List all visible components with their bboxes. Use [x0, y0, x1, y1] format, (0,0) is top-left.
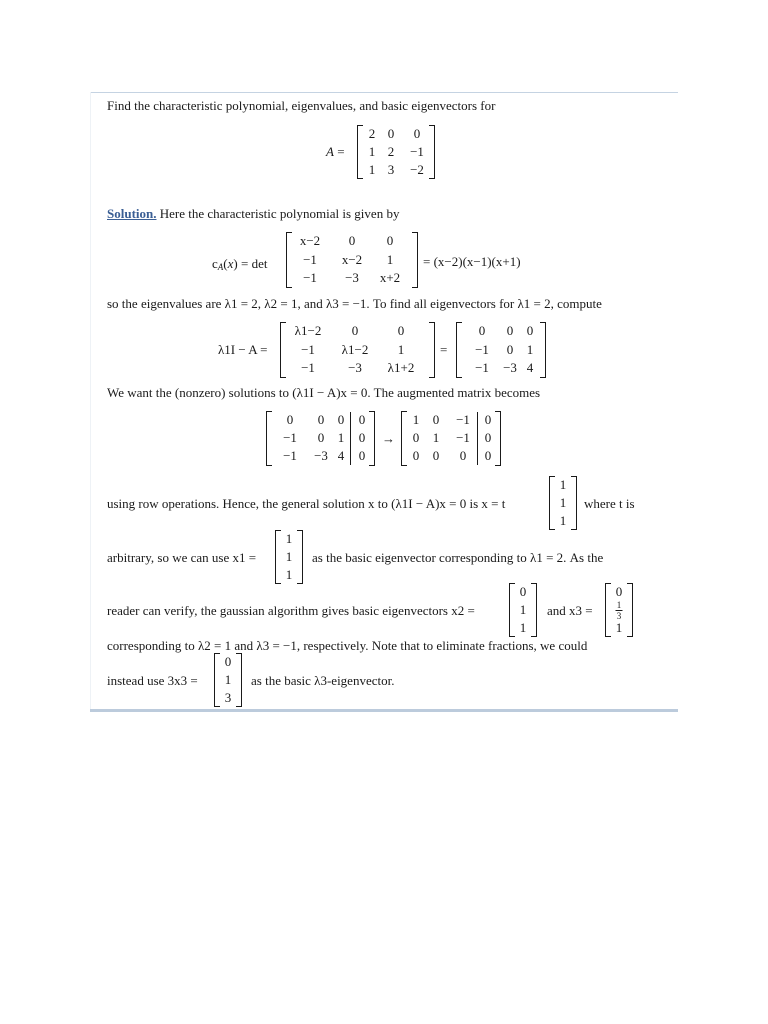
vector-x2 [509, 583, 537, 637]
l1IA-result-matrix [456, 322, 546, 378]
corresponding-line: corresponding to λ2 = 1 and λ3 = −1, respectively. Note that to eliminate fractions, we could [107, 638, 588, 653]
matrix-cell: 0 [413, 126, 421, 141]
solution-text: Here the characteristic polynomial is given by [156, 206, 400, 221]
matrix-cell: 0 [526, 323, 534, 338]
matrix-cell: −1 [456, 412, 470, 427]
A-label: A = [326, 144, 345, 159]
matrix-cell: −1 [410, 144, 424, 159]
matrix-cell: 0 [351, 323, 359, 338]
matrix-cell: 0 [459, 448, 467, 463]
matrix-cell: 3 [387, 162, 395, 177]
vector-general [549, 476, 577, 530]
matrix-cell: 1 [412, 412, 420, 427]
matrix-cell: 0 [397, 323, 405, 338]
eigenvalues-line: so the eigenvalues are λ1 = 2, λ2 = 1, and λ3 = −1. To find all eigenvectors for λ1 = 2, compute [107, 296, 602, 311]
matrix-cell: λ1+2 [387, 360, 415, 375]
matrix-cell: 0 [484, 430, 492, 445]
matrix-cell: −1 [456, 430, 470, 445]
matrix-cell: 0 [358, 412, 366, 427]
char-matrix [286, 232, 418, 288]
matrix-cell: −3 [314, 448, 328, 463]
vector-x3 [605, 583, 633, 637]
matrix-cell: 4 [337, 448, 345, 463]
matrix-cell: 1 [337, 430, 345, 445]
matrix-cell: 0 [348, 233, 356, 248]
arbitrary-tail: as the basic eigenvector corresponding to λ1 = 2. As the [312, 550, 604, 565]
matrix-cell: 0 [432, 412, 440, 427]
matrix-cell: 1 [397, 342, 405, 357]
matrix-cell: 0 [386, 233, 394, 248]
panel-bottom-border [90, 709, 678, 712]
arbitrary-line: arbitrary, so we can use x1 = [107, 550, 257, 565]
l1IA-matrix [280, 322, 435, 378]
vector-3x3 [214, 653, 242, 707]
matrix-cell: 1 [432, 430, 440, 445]
matrix-cell: −1 [301, 342, 315, 357]
matrix-cell: −1 [301, 360, 315, 375]
augmented-matrix-left [266, 411, 375, 466]
matrix-cell: 1 [368, 162, 376, 177]
matrix-cell: 2 [387, 144, 395, 159]
vector-cell: 1 [224, 672, 232, 687]
matrix-cell: x+2 [379, 270, 401, 285]
matrix-cell: −1 [303, 252, 317, 267]
solution-panel [90, 92, 678, 712]
augmented-line: We want the (nonzero) solutions to (λ1I − A)x = 0. The augmented matrix becomes [107, 385, 541, 400]
vector-cell: 1 [285, 567, 293, 582]
row-ops-line: using row operations. Hence, the general solution x to (λ1I − A)x = 0 is x = t [107, 496, 506, 511]
matrix-cell: −3 [503, 360, 517, 375]
matrix-cell: 0 [484, 412, 492, 427]
matrix-cell: 0 [358, 448, 366, 463]
matrix-cell: λ1−2 [294, 323, 322, 338]
matrix-cell: 0 [358, 430, 366, 445]
matrix-cell: 2 [368, 126, 376, 141]
row-reduce-arrow: → [382, 431, 395, 446]
matrix-cell: x−2 [341, 252, 363, 267]
row-ops-tail: where t is [584, 496, 635, 511]
vector-cell: 3 [224, 690, 232, 705]
matrix-cell: 1 [368, 144, 376, 159]
augmented-matrix-right [401, 411, 501, 466]
intro-text: Find the characteristic polynomial, eigenvalues, and basic eigenvectors for [107, 98, 496, 113]
matrix-cell: λ1−2 [341, 342, 369, 357]
instead-tail: as the basic λ3-eigenvector. [251, 673, 395, 688]
matrix-cell: −1 [475, 360, 489, 375]
matrix-cell: 0 [506, 323, 514, 338]
vector-cell: 0 [224, 654, 232, 669]
equals-sign: = [440, 342, 448, 357]
vector-x1 [275, 530, 303, 584]
matrix-cell: 0 [506, 342, 514, 357]
instead-line: instead use 3x3 = [107, 673, 198, 688]
panel-top-border [90, 92, 678, 93]
matrix-cell: 0 [432, 448, 440, 463]
matrix-cell: 0 [317, 430, 325, 445]
char-lhs: $c_A(x) = \det$ [212, 256, 268, 272]
matrix-cell: 4 [526, 360, 534, 375]
matrix-A [357, 125, 435, 179]
panel-left-border [90, 92, 91, 712]
matrix-cell: 0 [412, 448, 420, 463]
matrix-cell: −1 [475, 342, 489, 357]
vector-cell: 1 [559, 513, 567, 528]
vector-cell: 1 [519, 602, 527, 617]
matrix-cell: 0 [337, 412, 345, 427]
matrix-cell: 0 [286, 412, 294, 427]
char-rhs: = (x−2)(x−1)(x+1) [423, 254, 521, 269]
matrix-cell: x−2 [299, 233, 321, 248]
and-x3-label: and x3 = [547, 603, 593, 618]
matrix-cell: 1 [386, 252, 394, 267]
vector-cell: 0 [615, 584, 623, 599]
matrix-cell: 0 [317, 412, 325, 427]
matrix-cell: −3 [345, 270, 359, 285]
vector-cell: 1 [285, 549, 293, 564]
matrix-cell: −1 [303, 270, 317, 285]
matrix-cell: −1 [283, 430, 297, 445]
vector-cell: 1 [615, 620, 623, 635]
matrix-cell: −1 [283, 448, 297, 463]
vector-cell: 1 [519, 620, 527, 635]
vector-cell: 1 [559, 477, 567, 492]
matrix-cell: 0 [478, 323, 486, 338]
matrix-cell: 0 [387, 126, 395, 141]
l1IA-label: λ1I − A = [218, 342, 268, 357]
matrix-cell: −3 [348, 360, 362, 375]
vector-cell: 1 [285, 531, 293, 546]
reader-line: reader can verify, the gaussian algorithm gives basic eigenvectors x2 = [107, 603, 475, 618]
solution-line [107, 206, 399, 221]
matrix-cell: 0 [412, 430, 420, 445]
solution-link[interactable]: Solution. [107, 206, 157, 221]
vector-cell: 1 [559, 495, 567, 510]
matrix-cell: 1 [526, 342, 534, 357]
matrix-cell: −2 [410, 162, 424, 177]
fraction-one-third: 1 3 [616, 600, 622, 621]
vector-cell: 0 [519, 584, 527, 599]
matrix-cell: 0 [484, 448, 492, 463]
